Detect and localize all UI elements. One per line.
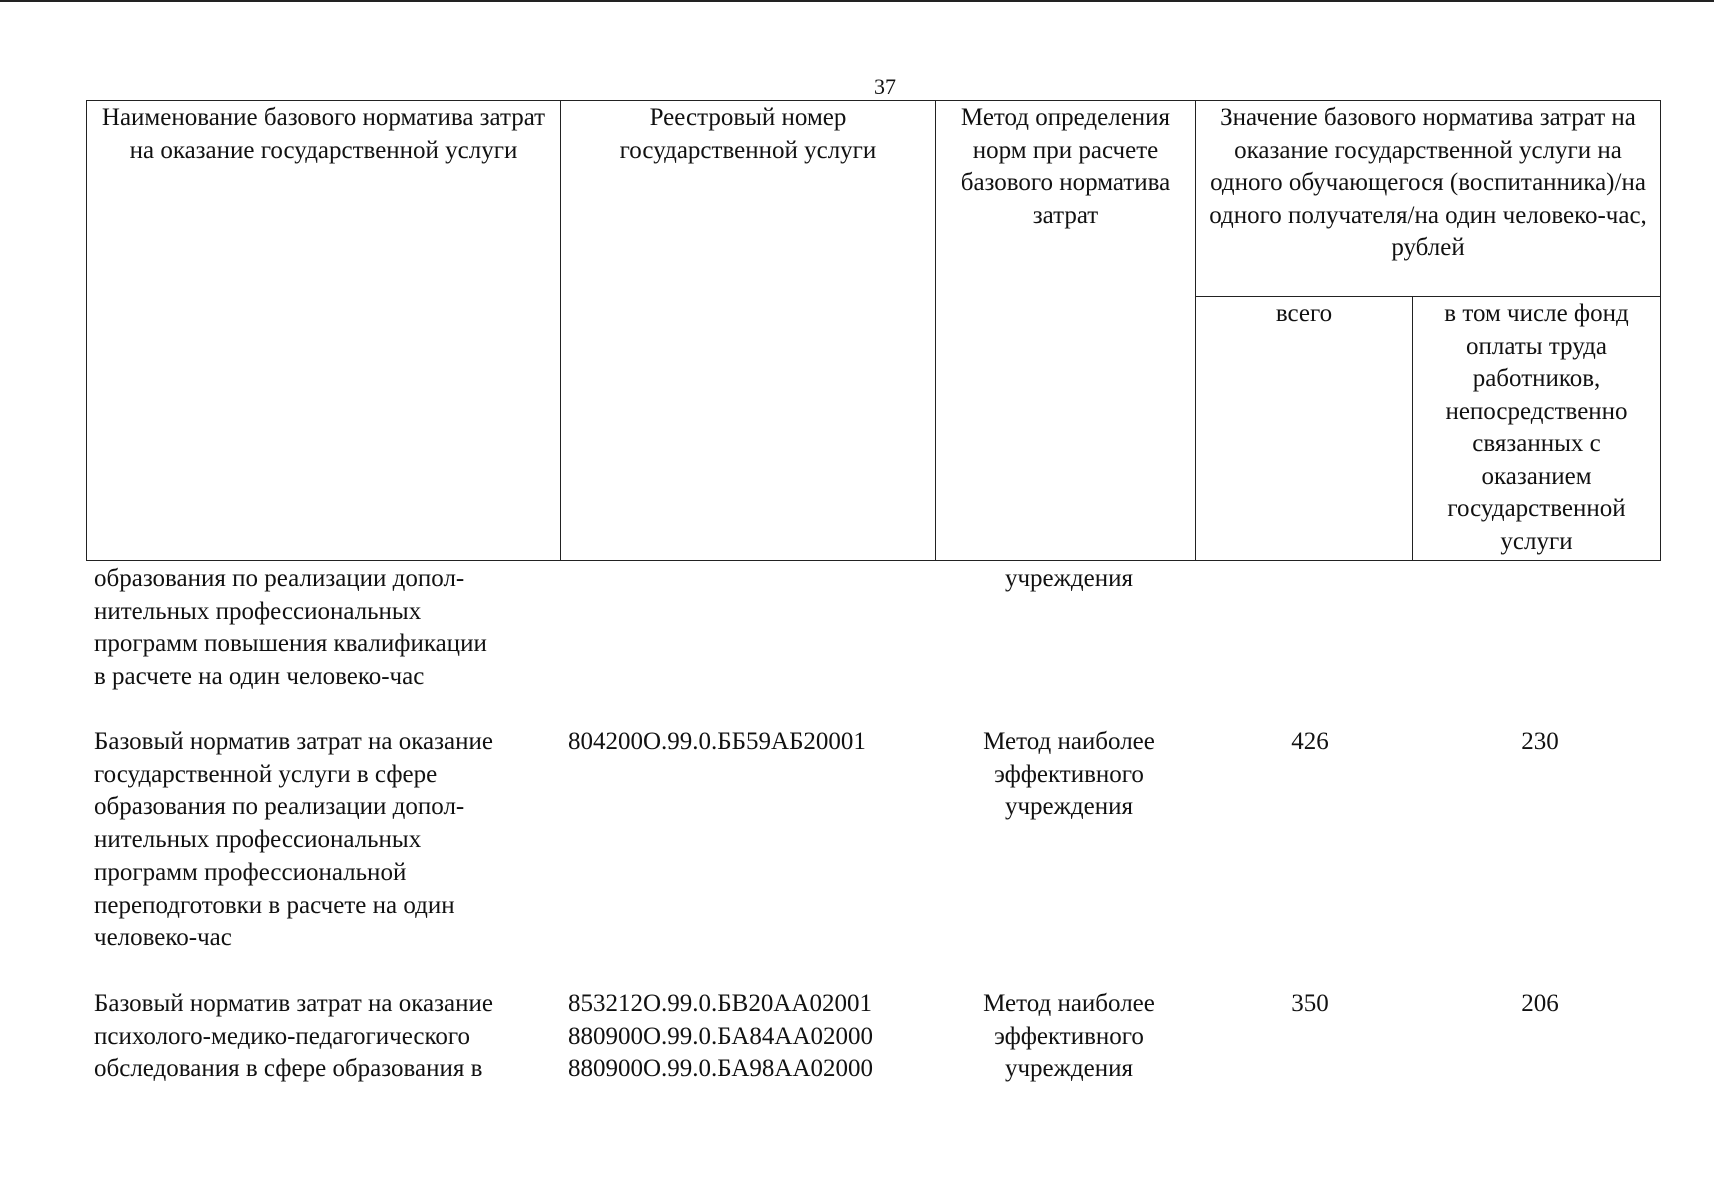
row-method-line: учреждения [1004, 793, 1133, 821]
table-header [86, 100, 1661, 561]
row-name-cell [94, 726, 560, 955]
header-col-method: Метод определения норм при расчете базового норматива затрат [936, 101, 1196, 561]
row-method-cell [938, 988, 1200, 1086]
row-name-line: человеко-час [94, 924, 232, 952]
row-total-cell: 426 [1291, 728, 1329, 755]
header-col-registry: Реестровый номер государственной услуги [561, 101, 936, 561]
row-name-line: программ повышения квалификации [94, 630, 487, 658]
header-col-value: Значение базового норматива затрат на оказание государственной услуги на одного обучающегося (воспитанника)/на одного получателя/на один человеко-час, рублей [1196, 101, 1661, 297]
row-registry-line: 880900О.99.0.БА84АА02000 [568, 1022, 873, 1050]
row-name-line: государственной услуги в сфере [94, 760, 438, 788]
row-method-line: Метод наиболее [983, 990, 1155, 1017]
row-method-cell [938, 563, 1200, 596]
row-method-line: эффективного [994, 760, 1144, 788]
row-registry-line: 853212О.99.0.БВ20АА02001 [568, 990, 872, 1017]
row-method-line: учреждения [1004, 565, 1133, 592]
header-col-name: Наименование базового норматива затрат на оказание государственной услуги [87, 101, 561, 561]
row-name-line: образования по реализации допол- [94, 793, 465, 821]
row-name-line: Базовый норматив затрат на оказание [94, 728, 493, 755]
row-method-cell [938, 726, 1200, 824]
header-col-fund: в том числе фонд оплаты труда работников, непосредственно связанных с оказанием государственной услуги [1413, 297, 1661, 561]
row-method-line: Метод наиболее [983, 728, 1155, 755]
page-number: 37 [874, 74, 896, 99]
row-name-line: в расчете на один человеко-час [94, 663, 425, 691]
row-name-line: нительных профессиональных [94, 597, 422, 625]
page-top-edge [0, 0, 1714, 2]
row-fund-cell: 230 [1521, 728, 1559, 755]
row-method-line: учреждения [1004, 1055, 1133, 1083]
row-fund-cell: 206 [1521, 990, 1559, 1017]
row-name-line: обследования в сфере образования в [94, 1055, 483, 1083]
row-name-line: нительных профессиональных [94, 826, 422, 854]
row-name-line: Базовый норматив затрат на оказание [94, 990, 493, 1017]
row-name-cell [94, 988, 560, 1086]
row-method-line: эффективного [994, 1022, 1144, 1050]
row-registry-cell [568, 988, 936, 1086]
row-registry-line: 880900О.99.0.БА98АА02000 [568, 1055, 873, 1083]
row-name-line: образования по реализации допол- [94, 565, 465, 592]
row-name-cell [94, 563, 560, 694]
row-registry-cell [568, 726, 936, 759]
row-registry-line: 804200О.99.0.ББ59АБ20001 [568, 728, 866, 755]
row-name-line: программ профессиональной [94, 858, 407, 886]
row-name-line: переподготовки в расчете на один [94, 891, 455, 919]
row-total-cell: 350 [1291, 990, 1329, 1017]
row-name-line: психолого-медико-педагогического [94, 1022, 471, 1050]
header-col-total: всего [1196, 297, 1413, 561]
